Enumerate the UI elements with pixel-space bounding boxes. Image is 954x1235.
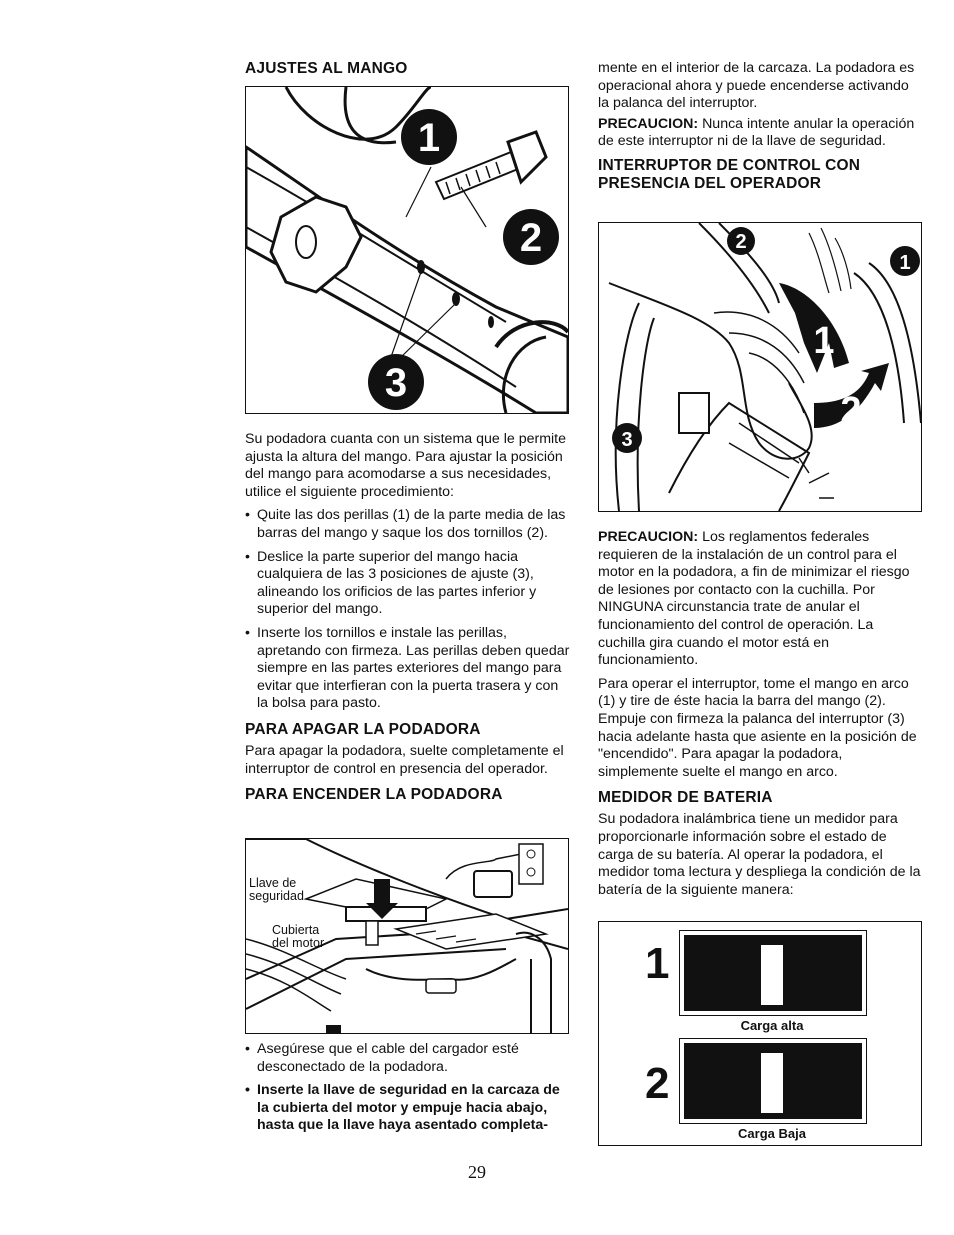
right-column <box>598 60 923 193</box>
figure-operator-control <box>598 222 922 512</box>
precaucion-label: PRECAUCION: <box>598 529 699 545</box>
heading-ajustes-mango: AJUSTES AL MANGO <box>245 60 408 77</box>
operar-paragraph: Para operar el interruptor, tome el mango en arco (1) y tire de éste hacia la barra del mango (2). Empuje con firmeza la palanca del interruptor (3) hacia adelante hasta que asiente en la posición de "encendido". Para apagar la podadora, simplemente suelte el mango en arco. <box>598 675 917 780</box>
battery-indicator-bar <box>761 945 783 1005</box>
precaucion-2 <box>598 529 923 670</box>
callout-1-text: 1 <box>417 116 441 160</box>
callout-2-text: 2 <box>735 231 747 253</box>
callout-2-text: 2 <box>519 216 543 260</box>
label-llave-text: Llave de seguridad <box>249 876 304 903</box>
arrow-label-1: 1 <box>813 320 835 362</box>
precaucion-label: PRECAUCION: <box>598 115 699 132</box>
heading-interruptor: INTERRUPTOR DE CONTROL CON PRESENCIA DEL OPERADOR <box>598 156 861 192</box>
callout-3-text: 3 <box>621 429 633 451</box>
left-column-bottom <box>245 1041 573 1135</box>
page-number: 29 <box>468 1162 486 1182</box>
bullet-item: • Inserte los tornillos e instale las perillas, apretando con firmeza. Las perillas deben quedar siempre en las partes exteriores del mango para evitar que interfieran con la puerta trasera y con la bolsa para pasto. <box>245 625 573 713</box>
figure-handle-adjustment <box>245 86 569 414</box>
battery-display-low <box>679 1038 867 1124</box>
label-cubierta-text: Cubierta del motor <box>272 923 325 950</box>
bullet-item: • Deslice la parte superior del mango hacia cualquiera de las 3 posiciones de ajuste (3), alineando los orificios de las partes inferior y superior del mango. <box>245 549 573 619</box>
handle-illustration <box>246 87 568 413</box>
arrow-label-2: 2 <box>840 390 862 432</box>
battery-display-high <box>679 930 867 1016</box>
continued-paragraph: mente en el interior de la carcaza. La podadora es operacional ahora y puede encenderse activando la palanca del interruptor. <box>598 60 915 112</box>
heading-medidor: MEDIDOR DE BATERIA <box>598 789 773 807</box>
precaucion-text: Nunca intente anular la operación de este interruptor ni de la llave de seguridad. <box>598 115 915 150</box>
battery-label-high: Carga alta <box>740 1018 804 1033</box>
label-llave-seguridad <box>249 877 315 903</box>
medidor-paragraph: Su podadora inalámbrica tiene un medidor para proporcionarle información sobre el estado de carga de su batería. Al operar la podadora, el medidor toma lectura y despliega la condición de la batería de la siguiente manera: <box>598 811 921 898</box>
callout-3-text: 3 <box>384 361 408 405</box>
precaucion-text: Los reglamentos federales requieren de la instalación de un control para el motor en la podadora, a fin de minimizar el riesgo de lesiones por contacto con la cuchilla. Por NINGUNA circunstancia trate de anular el funcionamiento del control de operación. La cuchilla gira cuando el motor está en funcionamiento. <box>598 529 910 669</box>
callout-1-text: 1 <box>899 252 911 274</box>
battery-level-number: 2 <box>645 1059 670 1108</box>
figure-safety-key <box>245 838 569 1034</box>
label-cubierta-motor <box>272 924 330 950</box>
intro-paragraph: Su podadora cuanta con un sistema que le permite ajusta la altura del mango. Para ajustar la posición del mango para acomodarse a sus necesidades, utilice el siguiente procedimiento: <box>245 431 566 500</box>
right-column-body <box>598 529 923 899</box>
heading-encender: PARA ENCENDER LA PODADORA <box>245 786 503 804</box>
figure-battery-meter <box>598 921 922 1146</box>
battery-indicator-bar <box>761 1053 783 1113</box>
precaucion-1 <box>598 116 923 151</box>
bullet-item: • Quite las dos perillas (1) de la parte media de las barras del mango y saque los dos tornillos (2). <box>245 507 573 542</box>
bullet-item: • Asegúrese que el cable del cargador esté desconectado de la podadora. <box>245 1041 573 1076</box>
operator-control-illustration <box>599 223 921 511</box>
heading-apagar: PARA APAGAR LA PODADORA <box>245 720 481 738</box>
battery-level-number: 1 <box>645 939 670 988</box>
bullet-item: • Inserte la llave de seguridad en la carcaza de la cubierta del motor y empuje hacia abajo, hasta que la llave haya asentado completa- <box>245 1082 573 1135</box>
apagar-paragraph: Para apagar la podadora, suelte completamente el interruptor de control en presencia del operador. <box>245 742 564 777</box>
left-column-body <box>245 431 573 804</box>
left-column <box>245 60 573 78</box>
battery-label-low: Carga Baja <box>738 1126 806 1141</box>
